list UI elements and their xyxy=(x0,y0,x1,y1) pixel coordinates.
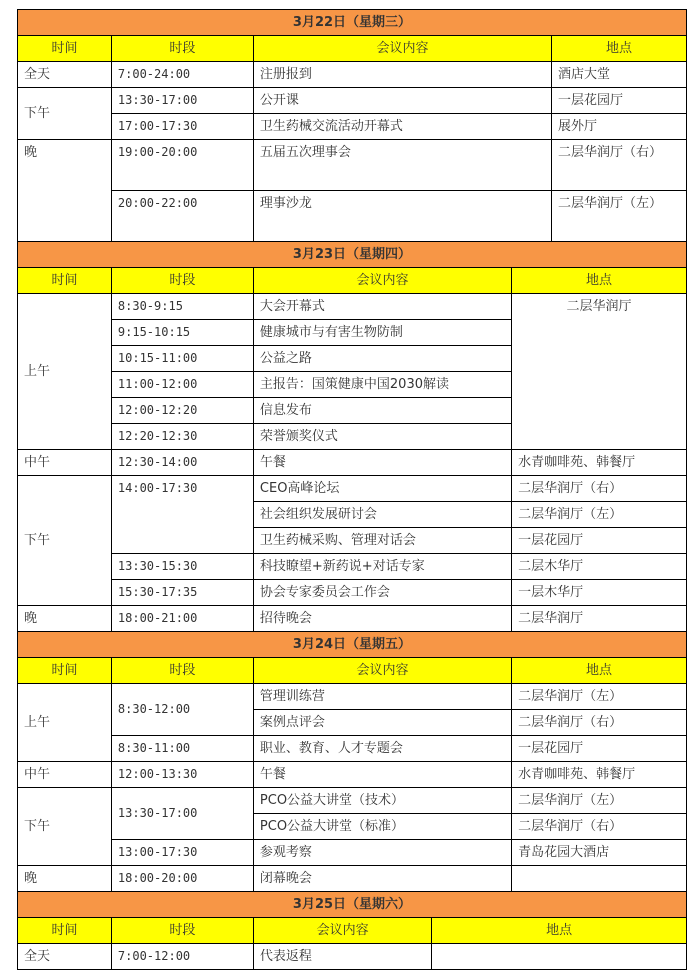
content-cell: 代表返程 xyxy=(253,944,431,970)
period-cell: 18:00-20:00 xyxy=(111,866,253,892)
content-cell: 荣誉颁奖仪式 xyxy=(253,424,511,450)
period-cell: 8:30-12:00 xyxy=(111,684,253,736)
period-cell: 8:30-11:00 xyxy=(111,736,253,762)
time-cell: 全天 xyxy=(18,944,112,970)
content-cell: PCO公益大讲堂（标准） xyxy=(253,814,511,840)
time-cell: 中午 xyxy=(18,450,112,476)
col-header-time: 时间 xyxy=(18,268,112,294)
content-cell: 参观考察 xyxy=(253,840,511,866)
period-cell: 19:00-20:00 xyxy=(111,140,253,191)
day-title: 3月24日（星期五） xyxy=(18,632,687,658)
period-cell: 13:00-17:30 xyxy=(111,840,253,866)
col-header-time: 时间 xyxy=(18,36,112,62)
content-cell: 主报告：国策健康中国2030解读 xyxy=(253,372,511,398)
time-cell: 晚 xyxy=(18,140,112,242)
location-cell: 一层花园厅 xyxy=(512,736,687,762)
time-cell: 上午 xyxy=(18,294,112,450)
column-header-row xyxy=(18,658,687,684)
time-cell: 下午 xyxy=(18,476,112,606)
period-cell: 7:00-12:00 xyxy=(111,944,253,970)
col-header-content: 会议内容 xyxy=(253,36,551,62)
table-row xyxy=(18,140,687,191)
time-cell: 晚 xyxy=(18,866,112,892)
content-cell: 午餐 xyxy=(253,762,511,788)
content-cell: 卫生药械采购、管理对话会 xyxy=(253,528,511,554)
day-title: 3月25日（星期六） xyxy=(18,892,687,918)
location-cell: 二层木华厅 xyxy=(512,554,687,580)
day-header-row xyxy=(18,632,687,658)
column-header-row xyxy=(18,918,687,944)
location-cell xyxy=(512,866,687,892)
location-cell: 一层花园厅 xyxy=(512,528,687,554)
location-cell xyxy=(432,944,687,970)
location-cell: 二层华润厅（左） xyxy=(512,788,687,814)
table-row xyxy=(18,944,687,970)
period-cell: 15:30-17:35 xyxy=(111,580,253,606)
table-row xyxy=(18,114,687,140)
location-cell: 二层华润厅（左） xyxy=(551,191,686,242)
col-header-location: 地点 xyxy=(512,658,687,684)
location-cell: 二层华润厅（左） xyxy=(512,684,687,710)
table-row xyxy=(18,606,687,632)
col-header-content: 会议内容 xyxy=(253,658,511,684)
location-cell: 二层华润厅（右） xyxy=(512,710,687,736)
location-cell: 展外厅 xyxy=(551,114,686,140)
time-cell: 晚 xyxy=(18,606,112,632)
content-cell: 理事沙龙 xyxy=(253,191,551,242)
period-cell: 14:00-17:30 xyxy=(111,476,253,554)
period-cell: 12:00-12:20 xyxy=(111,398,253,424)
col-header-location: 地点 xyxy=(551,36,686,62)
table-row xyxy=(18,788,687,814)
table-row xyxy=(18,866,687,892)
content-cell: 协会专家委员会工作会 xyxy=(253,580,511,606)
table-row xyxy=(18,62,687,88)
col-header-period: 时段 xyxy=(111,36,253,62)
table-row xyxy=(18,191,687,242)
content-cell: 科技瞭望+新药说+对话专家 xyxy=(253,554,511,580)
day-header-row xyxy=(18,10,687,36)
table-row xyxy=(18,88,687,114)
col-header-location: 地点 xyxy=(512,268,687,294)
period-cell: 13:30-15:30 xyxy=(111,554,253,580)
period-cell: 13:30-17:00 xyxy=(111,788,253,840)
location-cell: 水青咖啡苑、韩餐厅 xyxy=(512,762,687,788)
table-row xyxy=(18,736,687,762)
table-row xyxy=(18,294,687,320)
content-cell: 闭幕晚会 xyxy=(253,866,511,892)
content-cell: 招待晚会 xyxy=(253,606,511,632)
content-cell: 职业、教育、人才专题会 xyxy=(253,736,511,762)
location-cell: 二层华润厅（左） xyxy=(512,502,687,528)
location-cell: 二层华润厅 xyxy=(512,294,687,450)
col-header-location: 地点 xyxy=(432,918,687,944)
location-cell: 水青咖啡苑、韩餐厅 xyxy=(512,450,687,476)
content-cell: PCO公益大讲堂（技术） xyxy=(253,788,511,814)
location-cell: 二层华润厅（右） xyxy=(512,476,687,502)
table-row xyxy=(18,762,687,788)
col-header-content: 会议内容 xyxy=(253,268,511,294)
column-header-row xyxy=(18,268,687,294)
content-cell: 卫生药械交流活动开幕式 xyxy=(253,114,551,140)
content-cell: 公益之路 xyxy=(253,346,511,372)
period-cell: 9:15-10:15 xyxy=(111,320,253,346)
col-header-period: 时段 xyxy=(111,268,253,294)
period-cell: 12:00-13:30 xyxy=(111,762,253,788)
time-cell: 下午 xyxy=(18,788,112,866)
location-cell: 一层木华厅 xyxy=(512,580,687,606)
content-cell: 健康城市与有害生物防制 xyxy=(253,320,511,346)
day-title: 3月23日（星期四） xyxy=(18,242,687,268)
col-header-time: 时间 xyxy=(18,658,112,684)
content-cell: 注册报到 xyxy=(253,62,551,88)
col-header-content: 会议内容 xyxy=(253,918,431,944)
day-title: 3月22日（星期三） xyxy=(18,10,687,36)
time-cell: 下午 xyxy=(18,88,112,140)
col-header-time: 时间 xyxy=(18,918,112,944)
location-cell: 二层华润厅（右） xyxy=(551,140,686,191)
period-cell: 12:20-12:30 xyxy=(111,424,253,450)
content-cell: 五届五次理事会 xyxy=(253,140,551,191)
column-header-row xyxy=(18,36,687,62)
col-header-period: 时段 xyxy=(111,918,253,944)
period-cell: 10:15-11:00 xyxy=(111,346,253,372)
period-cell: 13:30-17:00 xyxy=(111,88,253,114)
table-row xyxy=(18,580,687,606)
day-header-row xyxy=(18,892,687,918)
content-cell: 管理训练营 xyxy=(253,684,511,710)
table-row xyxy=(18,554,687,580)
location-cell: 一层花园厅 xyxy=(551,88,686,114)
period-cell: 7:00-24:00 xyxy=(111,62,253,88)
content-cell: 午餐 xyxy=(253,450,511,476)
schedule-table xyxy=(17,9,687,970)
day-header-row xyxy=(18,242,687,268)
table-row xyxy=(18,450,687,476)
col-header-period: 时段 xyxy=(111,658,253,684)
location-cell: 酒店大堂 xyxy=(551,62,686,88)
period-cell: 11:00-12:00 xyxy=(111,372,253,398)
time-cell: 全天 xyxy=(18,62,112,88)
time-cell: 中午 xyxy=(18,762,112,788)
content-cell: 社会组织发展研讨会 xyxy=(253,502,511,528)
table-row xyxy=(18,840,687,866)
period-cell: 18:00-21:00 xyxy=(111,606,253,632)
location-cell: 二层华润厅 xyxy=(512,606,687,632)
period-cell: 17:00-17:30 xyxy=(111,114,253,140)
content-cell: CEO高峰论坛 xyxy=(253,476,511,502)
content-cell: 大会开幕式 xyxy=(253,294,511,320)
time-cell: 上午 xyxy=(18,684,112,762)
content-cell: 公开课 xyxy=(253,88,551,114)
table-row xyxy=(18,476,687,502)
period-cell: 20:00-22:00 xyxy=(111,191,253,242)
table-row xyxy=(18,684,687,710)
content-cell: 信息发布 xyxy=(253,398,511,424)
location-cell: 青岛花园大酒店 xyxy=(512,840,687,866)
period-cell: 12:30-14:00 xyxy=(111,450,253,476)
period-cell: 8:30-9:15 xyxy=(111,294,253,320)
location-cell: 二层华润厅（右） xyxy=(512,814,687,840)
content-cell: 案例点评会 xyxy=(253,710,511,736)
